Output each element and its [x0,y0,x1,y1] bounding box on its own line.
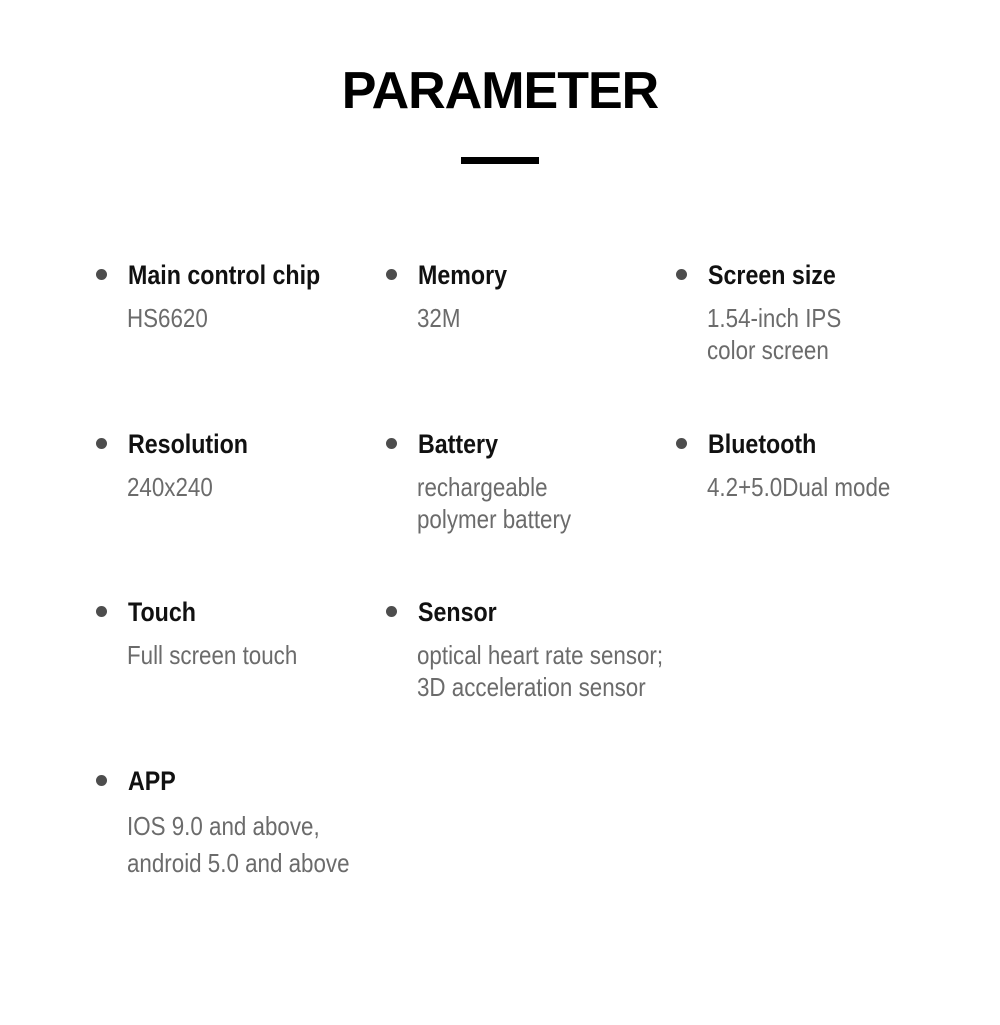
param-value: IOS 9.0 and above, android 5.0 and above [127,811,350,878]
param-label: Main control chip [128,260,321,290]
bullet-icon [96,438,107,449]
param-value: 32M [417,303,461,333]
param-label: Bluetooth [708,429,817,459]
param-label: Memory [418,260,508,290]
param-label: APP [128,766,176,796]
param-value: Full screen touch [127,640,298,670]
param-value: HS6620 [127,303,208,333]
bullet-icon [96,269,107,280]
bullet-icon [96,775,107,786]
bullet-icon [386,438,397,449]
param-value: 1.54-inch IPS color screen [707,303,842,365]
param-label: Resolution [128,429,248,459]
param-label: Battery [418,429,499,459]
param-label: Sensor [418,597,497,627]
bullet-icon [96,606,107,617]
param-value: rechargeable polymer battery [417,472,572,534]
bullet-icon [386,269,397,280]
page-title: PARAMETER [341,62,659,120]
bullet-icon [676,269,687,280]
param-label: Screen size [708,260,836,290]
bullet-icon [676,438,687,449]
title-underline [461,157,539,164]
bullet-icon [386,606,397,617]
param-value: 4.2+5.0Dual mode [707,472,891,502]
param-value: optical heart rate sensor; 3D acceleration sensor [417,640,664,702]
param-value: 240x240 [127,472,213,502]
param-label: Touch [128,597,196,627]
